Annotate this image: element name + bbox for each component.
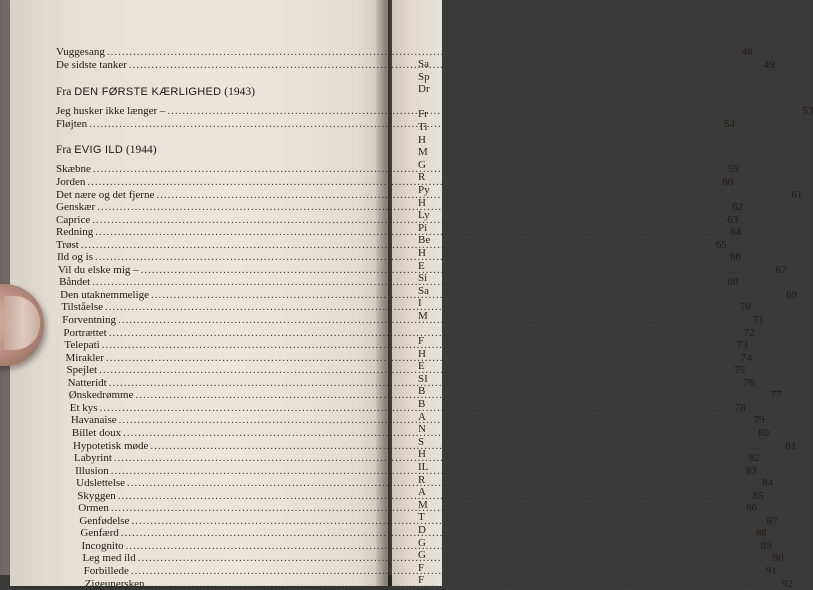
right-page-fragment: A (418, 410, 426, 423)
right-page-fragment: F (418, 335, 425, 348)
toc-entry-title: Vil du elske mig – (58, 263, 139, 276)
toc-entry (69, 401, 746, 414)
right-page-fragment: Fr (418, 108, 428, 121)
toc-entry-page: 73 (736, 339, 748, 352)
toc-entry-page: 64 (730, 226, 742, 239)
toc-entry-page: 82 (748, 452, 760, 465)
toc-entry-page: 75 (734, 364, 746, 377)
dot-leader (111, 465, 741, 477)
dot-leader (102, 339, 732, 351)
toc-entry-page: 66 (730, 251, 742, 264)
toc-entry-page: 77 (770, 389, 782, 402)
right-page-fragment: M (418, 309, 428, 322)
toc-entry-page: 76 (743, 376, 755, 389)
toc-entry-page: 85 (752, 489, 764, 502)
toc-entry-title: Vuggesang (56, 46, 105, 58)
right-page-fragment: Ti (418, 120, 428, 133)
toc-entry (63, 326, 755, 339)
toc-entry-page: 84 (762, 477, 774, 490)
dot-leader (131, 515, 761, 527)
dot-leader (92, 214, 722, 226)
toc-entry-title: Forbillede (83, 565, 129, 577)
toc-entry (58, 263, 787, 276)
section-heading-year: (1944) (125, 144, 157, 157)
toc-entry (70, 414, 765, 427)
right-page-fragment: Sp (418, 70, 430, 83)
dot-leader (126, 540, 756, 552)
toc-entry (72, 439, 797, 452)
right-page-fragment: Sa (418, 284, 429, 297)
right-page-fragment: Py (418, 183, 430, 196)
toc-entry (78, 502, 757, 515)
dot-leader (93, 163, 723, 175)
section-heading-prefix: Fra (56, 86, 72, 99)
right-page-fragment: E (418, 360, 425, 373)
toc-entry (71, 426, 770, 439)
toc-entry (66, 364, 746, 377)
dot-leader (138, 552, 768, 564)
dot-leader (141, 264, 771, 276)
dot-leader (150, 440, 780, 452)
toc-entry-title: Skyggen (77, 489, 116, 502)
toc-entry-page: 49 (763, 58, 775, 71)
toc-entry (68, 389, 782, 402)
toc-entry-page: 74 (740, 351, 752, 364)
toc-entry-page: 80 (758, 426, 770, 439)
right-page-fragment: I (418, 297, 422, 310)
right-page-fragment: H (418, 246, 426, 259)
toc-entry-page: 65 (715, 238, 727, 251)
toc-entry-page: 69 (786, 288, 798, 301)
dot-leader (135, 389, 765, 401)
right-page-fragment: Ly (418, 209, 430, 222)
toc-entry-page: 53 (802, 105, 813, 118)
right-page-fragment: G (418, 549, 426, 562)
toc-entry-title: Ønskedrømme (68, 389, 134, 402)
dot-leader (147, 578, 777, 590)
right-page-fragment: T (418, 511, 425, 524)
toc-entry-title: Redning (56, 226, 94, 239)
right-page-fragment: E (418, 259, 425, 272)
toc-entry-page: 62 (732, 201, 744, 214)
toc-entry (56, 163, 739, 176)
toc-entry-title: Fløjten (56, 117, 88, 130)
right-page-fragment: B (418, 398, 426, 411)
toc-entry-page: 86 (745, 502, 757, 515)
dot-leader (121, 527, 751, 539)
section-heading (56, 86, 255, 98)
dot-leader (97, 201, 727, 213)
toc-entry-page: 63 (727, 213, 739, 226)
toc-entry-title: Spejlet (66, 364, 98, 377)
toc-entry-page: 87 (766, 514, 778, 527)
toc-entry-title: Forventning (62, 314, 117, 326)
toc-entry-page: 59 (727, 163, 739, 176)
toc-entry-title: Den utaknemmelige (60, 288, 150, 301)
toc-entry-title: Tilståelse (61, 301, 103, 314)
toc-entry (83, 565, 777, 577)
dot-leader (89, 118, 719, 130)
dot-leader (129, 59, 759, 71)
toc-entry (56, 46, 753, 58)
toc-entry (64, 339, 748, 352)
toc-entry (65, 351, 752, 364)
toc-entry (56, 175, 734, 188)
section-heading-name: DEN FØRSTE KÆRLIGHED (74, 86, 222, 99)
section-heading (56, 144, 157, 156)
right-page-fragment: H (418, 448, 426, 461)
dot-leader (95, 251, 725, 263)
toc-entry-title: De sidste tanker (56, 58, 127, 71)
toc-entry-page: 70 (739, 301, 751, 314)
toc-entry-title: Illusion (75, 464, 109, 477)
right-page-fragment: Dr (418, 83, 430, 96)
toc-entry-title: Mirakler (65, 351, 104, 364)
toc-entry-title: Incognito (81, 539, 124, 552)
dot-leader (156, 189, 786, 201)
toc-entry-title: Billet doux (71, 426, 122, 439)
dot-leader (109, 377, 739, 389)
toc-entry-title: Hypotetisk møde (72, 439, 149, 452)
toc-entry (81, 539, 772, 552)
right-page-fragment: G (418, 536, 426, 549)
toc-entry-page: 68 (727, 276, 739, 289)
dot-leader (106, 352, 736, 364)
right-page-fragment: H (418, 347, 426, 360)
right-page-fragment: A (418, 486, 426, 499)
toc-entry-page: 72 (743, 326, 755, 339)
dot-leader (131, 565, 761, 577)
toc-entry-page: 67 (775, 263, 787, 276)
toc-entry-title: Udslettelse (76, 477, 126, 490)
dot-leader (100, 402, 730, 414)
toc-entry-page: 81 (785, 439, 797, 452)
toc-entry-title: Genskær (56, 201, 96, 214)
right-page-fragment: F (418, 574, 425, 587)
toc-entry-title: Båndet (59, 276, 91, 289)
toc-entry-page: 88 (755, 527, 767, 540)
toc-entry-title: Jorden (56, 175, 86, 188)
toc-entry-title: Natteridt (67, 376, 107, 389)
toc-entry (82, 552, 784, 565)
dot-leader (87, 176, 717, 188)
toc-entry-title: Det nære og det fjerne (56, 188, 155, 201)
toc-entry (84, 577, 793, 590)
right-page-fragment: D (418, 523, 426, 536)
dot-leader (111, 502, 741, 514)
toc-entry-title: Et kys (69, 401, 98, 414)
dot-leader (107, 46, 737, 58)
toc-entry (80, 527, 767, 540)
toc-entry-page: 92 (781, 577, 793, 590)
toc-entry-page: 61 (791, 188, 803, 201)
toc-entry-title: Genfødelse (79, 514, 130, 527)
dot-leader (109, 327, 739, 339)
dot-leader (95, 226, 725, 238)
toc-entry (76, 477, 774, 490)
section-heading-prefix: Fra (56, 144, 72, 157)
toc-entry-title: Zigeunersken (84, 577, 145, 590)
toc-entry-page: 60 (722, 175, 734, 188)
right-page-fragment: R (418, 473, 426, 486)
toc-entry-title: Skæbne (56, 163, 91, 176)
dot-leader (118, 490, 748, 502)
toc-entry-title: Portrættet (63, 326, 107, 339)
section-heading-year: (1943) (224, 86, 255, 99)
toc-entry-page: 90 (772, 552, 784, 565)
toc-entry-title: Ild og is (56, 251, 94, 264)
toc-entry (77, 489, 764, 502)
toc-entry-page: 91 (765, 565, 777, 577)
toc-entry (56, 201, 744, 214)
right-page-fragment: IL (418, 461, 429, 473)
dot-leader (105, 301, 735, 313)
dot-leader (118, 314, 748, 326)
toc-entry-title: Caprice (56, 213, 91, 226)
right-page-fragment: Sa (418, 58, 429, 70)
right-page-fragment: M (418, 146, 428, 159)
toc-entry (61, 301, 751, 314)
dot-leader (119, 414, 749, 426)
toc-entry (75, 464, 757, 477)
dot-leader (167, 105, 797, 117)
dot-leader (123, 427, 753, 439)
toc-entry-page: 78 (734, 401, 746, 414)
toc-entry-page: 79 (753, 414, 765, 427)
right-page-fragment: S (418, 435, 425, 448)
toc-entry-page: 48 (741, 46, 753, 58)
dot-leader (114, 452, 744, 464)
toc-entry-title: Genfærd (80, 527, 119, 540)
toc-entry-page: 71 (753, 314, 765, 326)
right-page-fragment: G (418, 158, 426, 171)
toc-entry-title: Havanaise (70, 414, 117, 427)
section-heading-name: EVIG ILD (74, 144, 124, 157)
toc-entry (56, 251, 742, 264)
toc-entry (62, 314, 765, 326)
right-page-fragment: B (418, 385, 426, 398)
dot-leader (127, 477, 757, 489)
dot-leader (99, 364, 729, 376)
right-page-fragment: M (418, 498, 428, 511)
toc-entry (79, 514, 778, 527)
right-page-fragment: F (418, 561, 425, 574)
toc-entry-page: 83 (745, 464, 757, 477)
right-page-fragment: Si (418, 272, 428, 285)
right-page-fragment: R (418, 171, 426, 184)
dot-leader (92, 276, 722, 288)
toc-entry-page: 54 (724, 117, 736, 130)
toc-entry-title: Ormen (78, 502, 109, 515)
toc-entry-title: Telepati (64, 339, 100, 352)
toc-entry-title: Jeg husker ikke længer – (56, 105, 166, 118)
dot-leader (81, 239, 711, 251)
right-page-fragment: SI (418, 372, 428, 385)
toc-entry-title: Trøst (56, 238, 79, 251)
toc-entry (74, 452, 760, 465)
right-page-fragment: Pi (418, 221, 428, 234)
toc-entry-title: Labyrint (74, 452, 112, 465)
right-page-fragment: Be (418, 234, 431, 247)
right-page-fragment: H (418, 133, 426, 146)
right-page-fragment: H (418, 196, 426, 209)
toc-entry-title: Leg med ild (82, 552, 136, 565)
dot-leader (151, 289, 781, 301)
toc-entry-page: 89 (760, 539, 772, 552)
right-page-fragment: N (418, 423, 426, 436)
